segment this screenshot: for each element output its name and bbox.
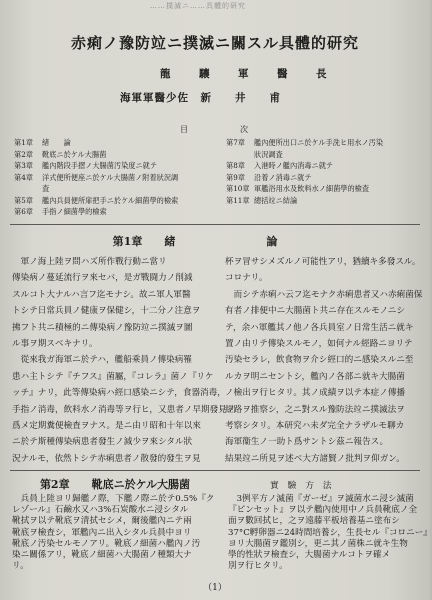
text-line: 靴拭ヲ以テ靴底ヲ清拭セシメ，爾後艦內ニテ兩 (12, 516, 192, 527)
toc-entry: 第3章 艦內階段手摺ノ大腸菌汚染度ニ就テ (14, 161, 158, 170)
text-line: 兵員上陸ヨリ歸艦ノ際，下艦ノ際ニ於テ0.5%『ク (12, 494, 215, 504)
text-line: 汚染セラレ，飲食物ヲ介シ經口的ニ感染スルニ至 (225, 355, 414, 366)
text-line: 面ヲ數回拭ヒ，之ヲ遠藤平板培養基ニ塗布シ (228, 516, 400, 527)
running-head: ……撲滅ニ……具體的研究 (150, 2, 246, 10)
text-line: 染ニ關係アリ，靴底ノ細菌ハ大腸菌ノ種類大ナ (12, 549, 192, 560)
section1-right-column (225, 254, 423, 467)
text-line: コロナリ。 (225, 273, 268, 284)
text-line: 置ノ由リテ傳染スルモノ，如何ナル經路ニヨリテ (225, 338, 413, 349)
text-line: 傳染病ノ蔓延流行ヲ來セバ，是ガ戰闘力ノ削減 (12, 273, 193, 284)
text-line: 37°C孵卵器ニ24時間培養シ，生長セル『コロニー』 (228, 527, 432, 538)
text-line: 考察シタリ。本研究ハ未ダ完全ナラザルモ聊カ (225, 420, 405, 431)
divider-rule (10, 224, 420, 225)
toc-left-column (14, 137, 219, 218)
text-line: 況ナルモ，依然トシテ赤痢患者ノ散發的發生ヲ見 (12, 453, 201, 464)
text-line: 從來我ガ海軍ニ於テハ，艦船乘員ノ傳染病罹 (12, 355, 192, 366)
toc-entry: 査 (42, 184, 50, 193)
divider-rule (10, 470, 420, 471)
toc-entry: 第4章 洋式便所便座ニ於ケル大腸菌ノ附着狀況調 (14, 172, 179, 182)
page-number: （1） (203, 583, 227, 593)
toc-entry: 第5章 艦內兵員便所扉把手ニ於ケル細菌學的檢索 (14, 195, 179, 205)
toc-heading-left: 目 (180, 125, 190, 134)
text-line: リ。 (12, 561, 29, 572)
text-line: 『ピンセット』ヲ以テ艦內使用中ノ兵員靴底ノ全 (228, 505, 418, 516)
text-line: 海軍衞生ノ一助ト爲サントシ茲ニ報告ス。 (225, 437, 389, 448)
text-line: ニ於テ斯種傳染病患者發生ノ減少ヲ來シタル狀 (12, 437, 193, 448)
section2-right-column (228, 494, 432, 572)
toc-entry: 第1章 緒 論 (14, 138, 71, 147)
toc-entry: 第9章 沿着ノ消毒ニ就テ (226, 172, 312, 182)
toc-entry: 第2章 靴底ニ於ケル大腸菌 (14, 149, 107, 159)
text-line: 拂フト共ニ積極的ニ傳染病ノ豫防竝ニ撲滅ヲ圖 (12, 322, 193, 333)
text-line: 靴底ノ汚染セルモノアリ。靴底ノ細菌ハ艦內ノ汚 (12, 538, 201, 549)
text-line: スルコト大ナルハ言フ迄モナシ。故ニ軍人軍醫 (12, 289, 191, 300)
text-line: 患ハ主トシテ『チフス』菌屬，『コレラ』菌ノ『リケ (12, 371, 214, 382)
paper-title: 赤痢ノ豫防竝ニ撲滅ニ關スル具體的研究 (70, 34, 359, 52)
text-line: 靴底ヲ檢査シ，軍艦內ニ出入シタル兵員中ヨリ (12, 527, 192, 538)
text-line: 別ヲ行ヒタリ。 (228, 561, 288, 572)
section2-left-column (12, 494, 215, 572)
toc-entry: 第8章 入港時ノ艦內消毒ニ就テ (226, 161, 334, 170)
text-line: 經路ヲ推察シ，之ニ對スル豫防法竝ニ撲滅法ヲ (225, 404, 405, 415)
subsection-heading: 實 驗 方 法 (270, 481, 332, 491)
text-line: 結果竝ニ所見ヲ述ベ大方諸賢ノ批判ヲ仰ガン。 (225, 453, 405, 464)
section1-left-column (12, 254, 236, 467)
section-heading: 第2章 靴底ニ於ケル大腸菌 (39, 478, 191, 491)
toc-entry: 第11章 總括竝ニ結論 (226, 195, 298, 205)
text-line: 學的性狀ヲ檢査シ，大腸菌ナルコトヲ確メ (228, 549, 391, 560)
text-line: ッチ』ナリ，此等傳染病ハ經口感染ニシテ，食器消毒， (12, 388, 226, 399)
text-line: 軍ノ海上陸ヲ問ハズ所作戰行動ニ當リ (12, 257, 167, 267)
toc-heading-right: 次 (240, 125, 250, 134)
text-line: トシテ日常兵員ノ健康ヲ保健シ，十二分ノ注意ヲ (12, 306, 201, 317)
toc-entry: 狀況調査 (254, 149, 283, 159)
text-line: ル事ヲ期スベキナリ。 (12, 338, 98, 349)
text-line: 爲メ定期糞便檢査ヲナス。是ニ由リ昭和十年以來 (12, 420, 201, 431)
author-name: 海軍軍醫少佐 新 井 甫 (120, 92, 281, 104)
text-line: 杯ヲ冒サシメズルノ可能性アリ，猶續キ多發スル。 (225, 257, 421, 267)
text-line: ヨリ大腸菌ヲ鑑別シ，更ニ其ノ菌株ニ就キ生物 (228, 538, 408, 549)
text-line: テ，余ハ軍艦其ノ他ノ各兵員室ノ日常生活ニ就キ (225, 322, 414, 333)
toc-entry: 第10章 軍艦浴用水及飲料水ノ細菌學的檢査 (226, 184, 370, 193)
text-line: 而シテ赤痢ハ云フ迄モナク赤痢患者又ハ赤痢菌保 (225, 289, 423, 300)
text-line: ルカヲ明ニセントシ，艦內ノ各部ニ就キ大腸菌 (225, 371, 405, 382)
text-line: 3例平方ノ滅菌『ガーゼ』ヲ滅菌水ニ浸シ滅菌 (228, 494, 414, 504)
author-affiliation: 龍 驤 軍 醫 長 (160, 68, 336, 80)
text-line: 手指ノ消毒，飲料水ノ消毒等ヲ行ヒ，又患者ノ早期發見ノ (12, 404, 236, 415)
toc-entry: 第6章 手指ノ細菌學的檢索 (14, 207, 107, 216)
text-line: 有者ノ排便中ニ大腸菌ト共ニ存在スルモノニシ (225, 306, 405, 317)
toc-entry: 第7章 艦內便所出口ニ於ケル手洗ヒ用水ノ汚染 (226, 138, 384, 147)
text-line: ノ檢出ヲ行ヒタリ。其ノ成績ヲ以テ本症ノ傳播 (225, 388, 406, 399)
text-line: レゾール』石鹼水又ハ3%石炭酸水ニ浸シタル (12, 505, 189, 516)
toc-right-column (226, 137, 421, 206)
section-heading: 第1章 緒 論 (112, 235, 318, 248)
